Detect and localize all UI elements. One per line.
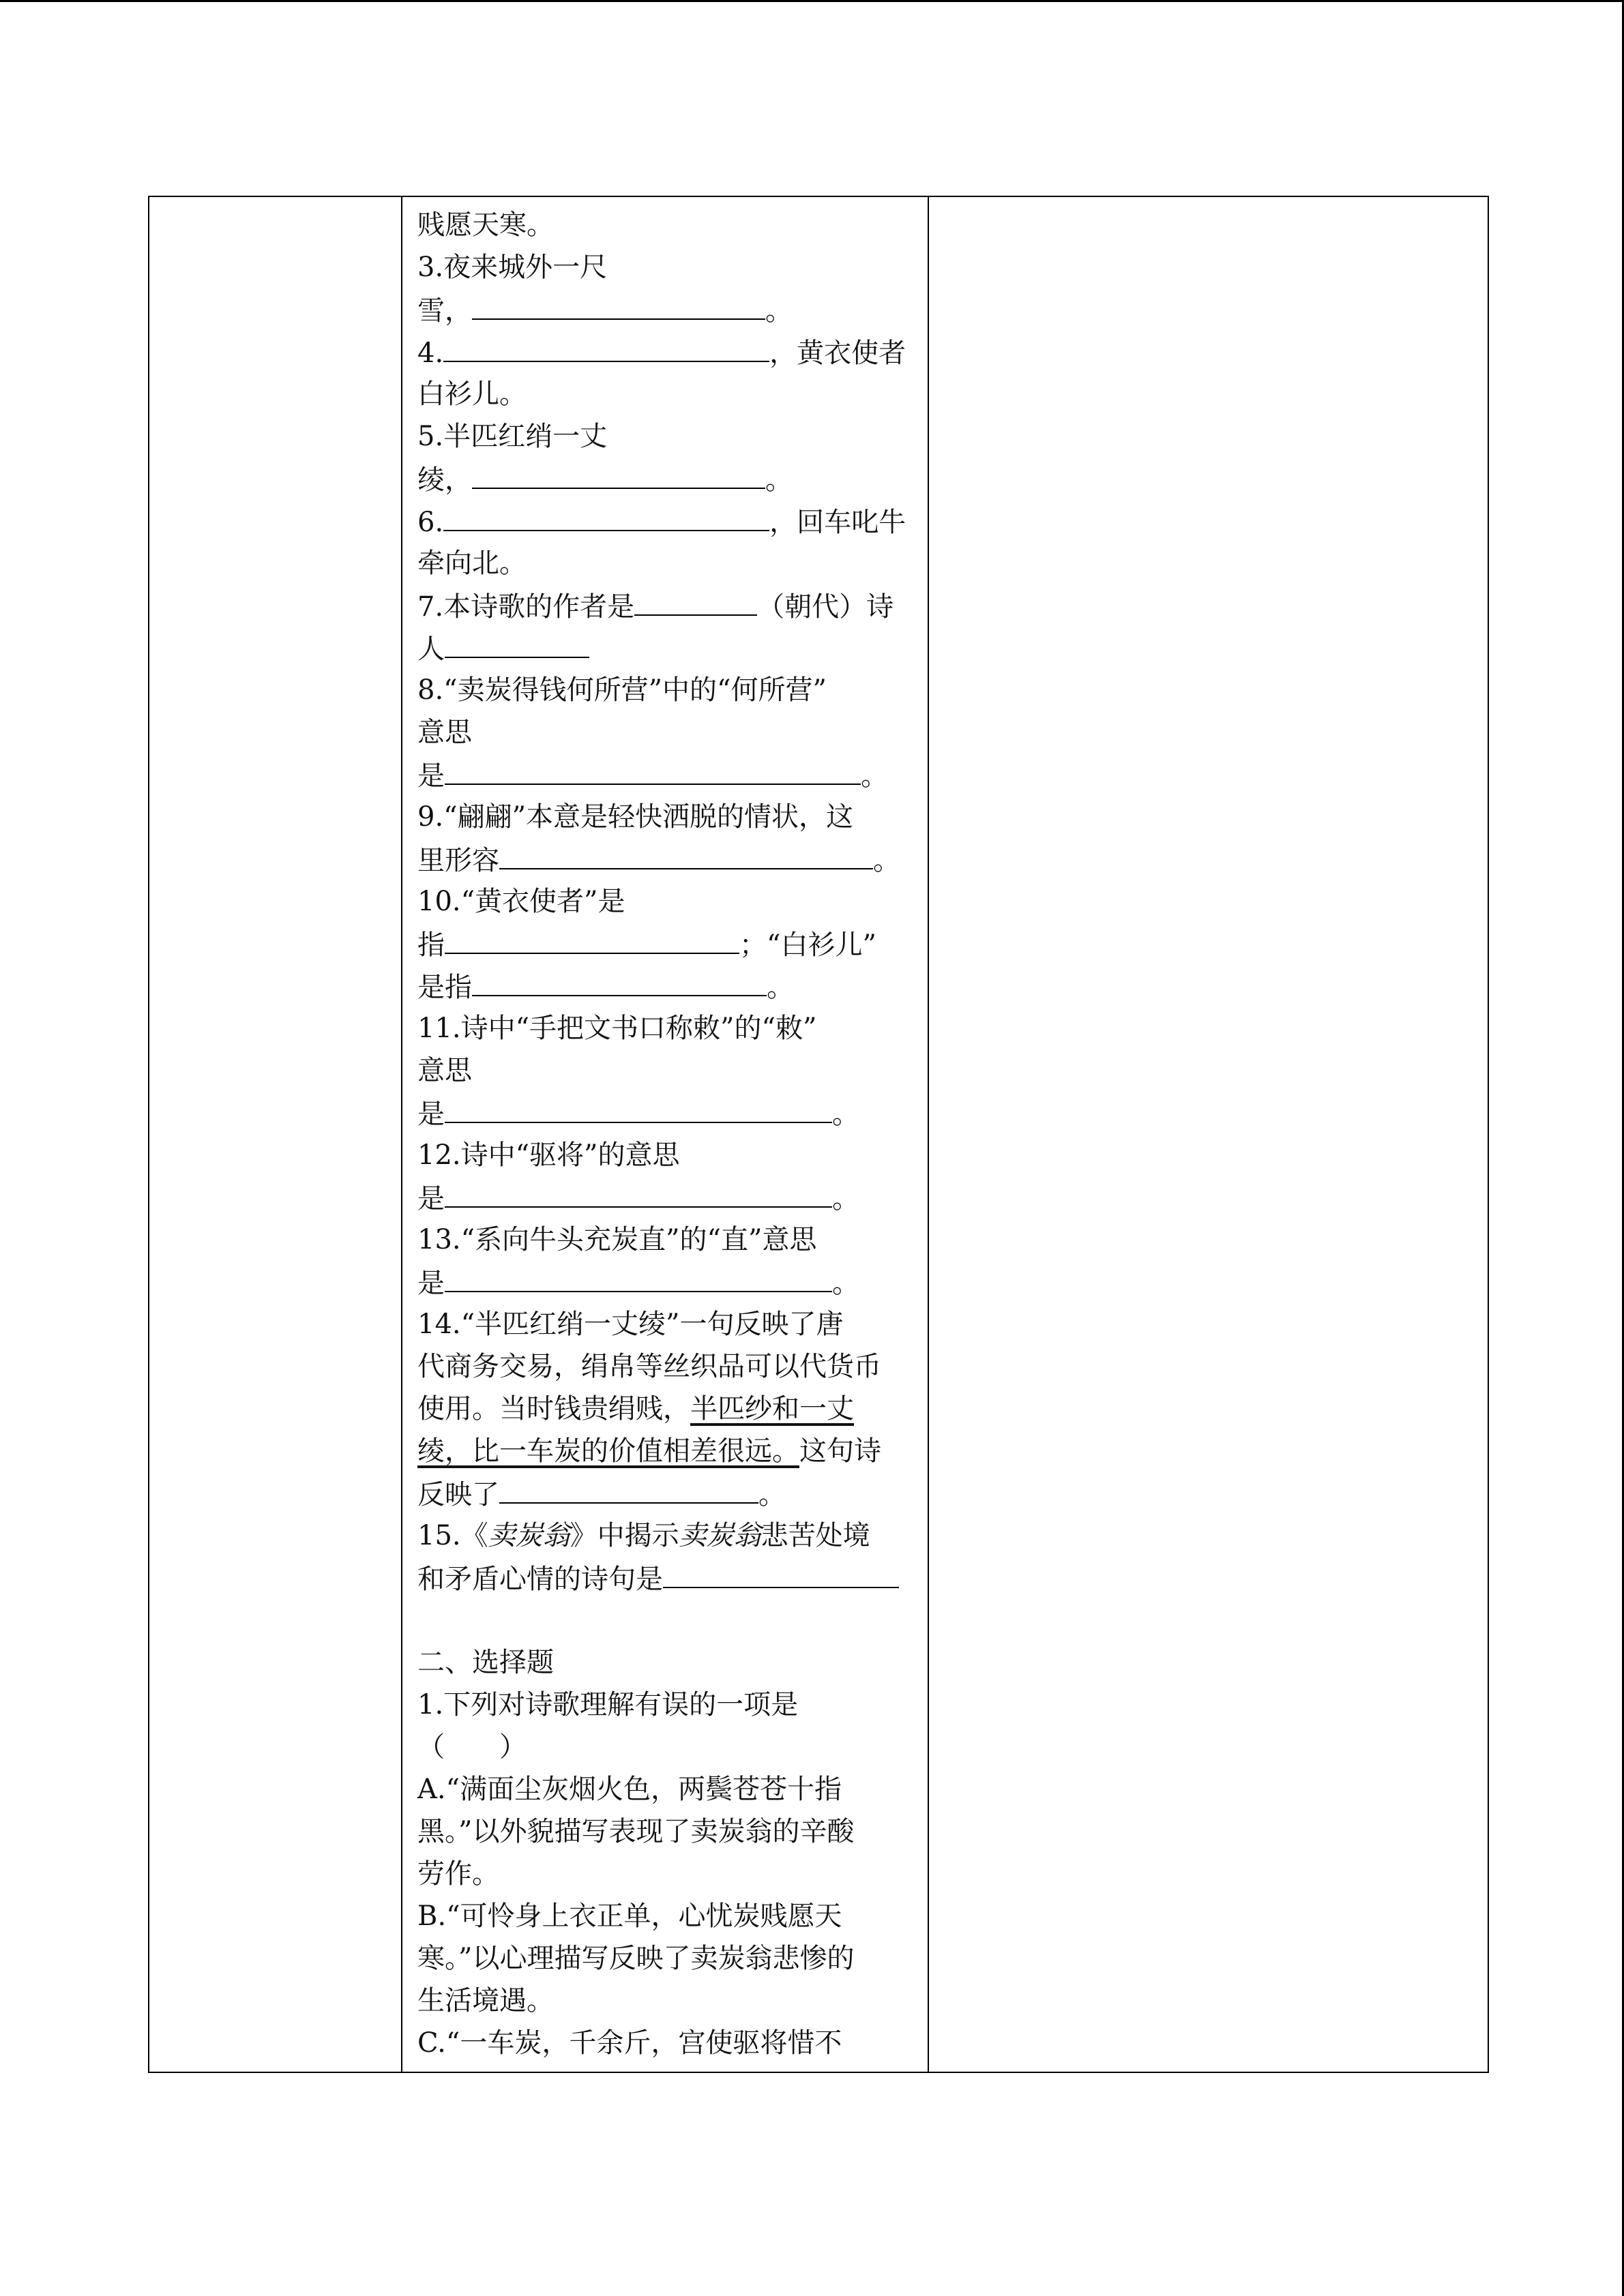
- answer-parentheses[interactable]: （ ）: [417, 1731, 527, 1763]
- answer-blank[interactable]: [472, 288, 765, 320]
- text-line: 绫， 。: [417, 458, 917, 500]
- right-column-cell: [928, 196, 1488, 2072]
- answer-blank[interactable]: [445, 627, 589, 658]
- text-line: 和矛盾心情的诗句是: [417, 1557, 917, 1599]
- page-top-border: [0, 0, 1624, 2]
- text-line: 生活境遇。: [417, 1985, 554, 2016]
- question-14: 14.“半匹红绡一丈绫”一句反映了唐: [417, 1309, 844, 1340]
- answer-blank[interactable]: [472, 458, 765, 489]
- option-c: C.“一车炭，千余斤，宫使驱将惜不: [417, 2027, 842, 2059]
- text-line: 寒。”以心理描写反映了卖炭翁悲惨的: [417, 1943, 855, 1974]
- question-11: 11.诗中“手把文书口称敕”的“敕”: [417, 1013, 817, 1044]
- text-line: 指 ；“白衫儿”: [417, 923, 917, 965]
- mcq-question-1: 1.下列对诗歌理解有误的一项是: [417, 1689, 799, 1720]
- question-4: 4. ，黄衣使者: [417, 331, 917, 373]
- left-column-cell: [149, 196, 402, 2072]
- answer-blank[interactable]: [472, 965, 767, 996]
- text-line: 绫，比一车炭的价值相差很远。这句诗: [417, 1435, 881, 1467]
- table-row: [149, 196, 1488, 2072]
- text-line: 白衫儿。: [417, 378, 527, 410]
- text-line: 是指 。: [417, 965, 917, 1007]
- question-3: 3.夜来城外一尺: [417, 252, 608, 283]
- text-line: 是 。: [417, 1176, 917, 1219]
- text-line: 是 。: [417, 754, 917, 796]
- exercise-content: [402, 197, 928, 2072]
- answer-blank[interactable]: [634, 584, 757, 616]
- question-13: 13.“系向牛头充炭直”的“直”意思: [417, 1224, 817, 1255]
- question-7: 7.本诗歌的作者是 （朝代）诗: [417, 584, 917, 627]
- text-line: 黑。”以外貌描写表现了卖炭翁的辛酸: [417, 1816, 855, 1847]
- text-line: 雪， 。: [417, 288, 917, 331]
- question-6: 6. ，回车叱牛: [417, 500, 917, 542]
- option-b: B.“可怜身上衣正单，心忧炭贱愿天: [417, 1900, 842, 1932]
- text-line: 意思: [417, 1055, 472, 1086]
- text-line: 牵向北。: [417, 548, 527, 579]
- text-line: 反映了 。: [417, 1472, 917, 1515]
- spacer: [417, 1599, 917, 1641]
- worksheet-table: [148, 196, 1489, 2073]
- answer-blank[interactable]: [443, 500, 769, 531]
- answer-blank[interactable]: [499, 1472, 758, 1504]
- text-line: 贱愿天寒。: [417, 209, 554, 241]
- text-line: 代商务交易，绢帛等丝织品可以代货币: [417, 1351, 881, 1382]
- question-12: 12.诗中“驱将”的意思: [417, 1139, 680, 1171]
- question-9: 9.“翩翩”本意是轻快洒脱的情状，这: [417, 801, 854, 833]
- answer-blank[interactable]: [445, 1261, 832, 1292]
- section-heading: 二、选择题: [417, 1647, 554, 1678]
- text-line: 劳作。: [417, 1858, 499, 1890]
- text-line: 是 。: [417, 1261, 917, 1303]
- answer-blank[interactable]: [445, 923, 739, 954]
- answer-blank[interactable]: [445, 754, 861, 785]
- text-line: 使用。当时钱贵绢贱，半匹纱和一丈: [417, 1393, 854, 1425]
- text-line: 是 。: [417, 1092, 917, 1134]
- answer-blank[interactable]: [445, 1176, 832, 1208]
- question-15: 15.《卖炭翁》中揭示卖炭翁悲苦处境: [417, 1520, 870, 1551]
- answer-blank[interactable]: [663, 1557, 899, 1588]
- text-line: 里形容 。: [417, 838, 917, 880]
- text-line: 人: [417, 627, 917, 669]
- question-8: 8.“卖炭得钱何所营”中的“何所营”: [417, 674, 827, 706]
- question-10: 10.“黄衣使者”是: [417, 886, 625, 917]
- answer-blank[interactable]: [499, 838, 873, 869]
- exercise-column-cell: [402, 196, 928, 2072]
- question-5: 5.半匹红绡一丈: [417, 421, 608, 452]
- option-a: A.“满面尘灰烟火色，两鬓苍苍十指: [417, 1774, 842, 1805]
- text-line: 意思: [417, 717, 472, 748]
- answer-blank[interactable]: [443, 331, 769, 362]
- answer-blank[interactable]: [445, 1092, 832, 1123]
